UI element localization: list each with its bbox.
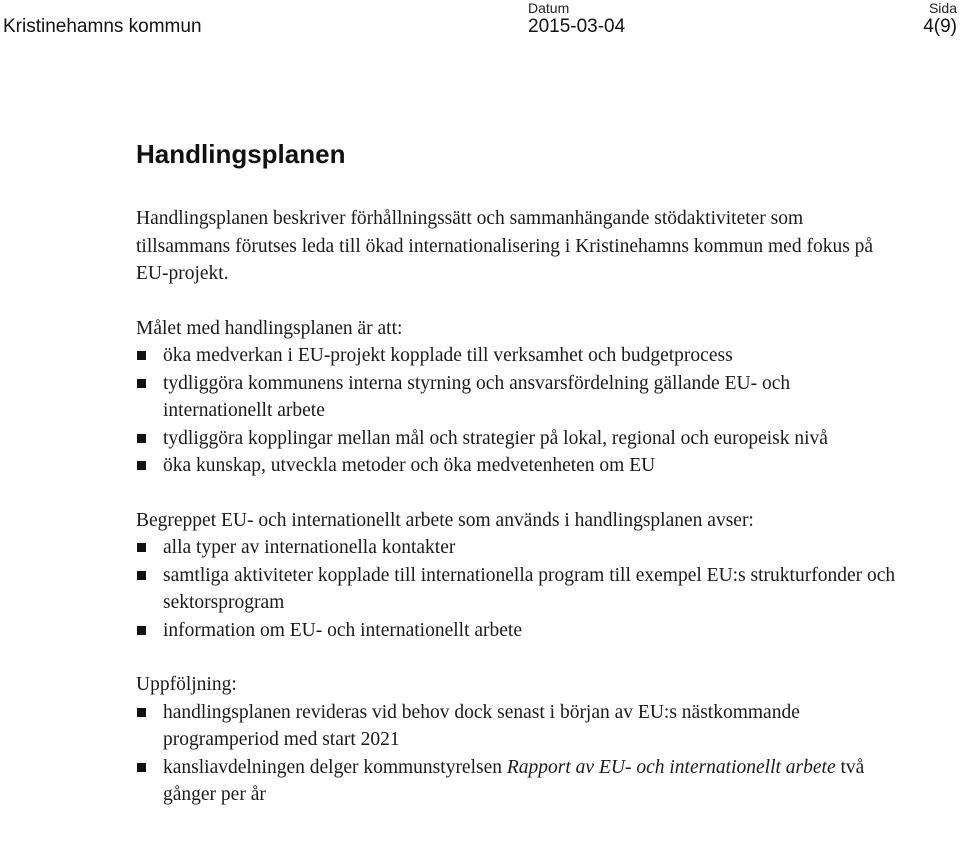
section-title: Handlingsplanen: [136, 139, 346, 169]
list-item: [136, 342, 896, 370]
list-item: [136, 534, 896, 562]
list-item-text: tydliggöra kopplingar mellan mål och strategier på lokal, regional och europeisk nivå: [163, 427, 828, 449]
square-bullet-icon: [137, 543, 146, 552]
list-item-text-prefix: kansliavdelningen delger kommunstyrelsen: [163, 756, 507, 778]
list-item: [136, 754, 896, 809]
header-organization: Kristinehamns kommun: [3, 16, 202, 37]
list-item: [136, 425, 896, 453]
concept-list: [136, 534, 896, 644]
list-item-text: öka kunskap, utveckla metoder och öka medvetenheten om EU: [163, 455, 656, 476]
square-bullet-icon: [137, 763, 146, 772]
list-item-text: tydliggöra kommunens interna styrning och ansvarsfördelning gällande EU- och internationellt arbete: [163, 372, 791, 421]
square-bullet-icon: [137, 379, 146, 388]
header-page-label: Sida: [928, 0, 957, 16]
followup-section: [136, 671, 896, 809]
header-date: 2015-03-04: [528, 16, 626, 37]
list-item: [136, 617, 896, 645]
square-bullet-icon: [137, 434, 146, 443]
header-page-number: 4(9): [923, 16, 957, 37]
list-item: [136, 370, 896, 425]
goals-heading: Målet med handlingsplanen är att:: [136, 317, 403, 339]
goals-list: [136, 342, 896, 480]
square-bullet-icon: [137, 626, 146, 635]
list-item-text: öka medverkan i EU-projekt kopplade till verksamhet och budgetprocess: [163, 345, 733, 366]
list-item-text: information om EU- och internationellt arbete: [163, 619, 523, 641]
intro-paragraph: Handlingsplanen beskriver förhållningssätt och sammanhängande stödaktiviteter som tillsammans förutses leda till ökad internationalisering i Kristinehamns kommun med fokus på EU-projekt.: [136, 208, 874, 284]
header-date-label: Datum: [528, 0, 570, 16]
list-item-text: samtliga aktiviteter kopplade till internationella program till exempel EU:s strukturfonder och sektorsprogram: [163, 564, 896, 613]
concept-heading: Begreppet EU- och internationellt arbete som används i handlingsplanen avser:: [136, 509, 754, 531]
document-body: [136, 205, 896, 809]
square-bullet-icon: [137, 571, 146, 580]
square-bullet-icon: [137, 461, 146, 470]
list-item-text: alla typer av internationella kontakter: [163, 537, 456, 558]
list-item: [136, 699, 896, 754]
square-bullet-icon: [137, 708, 146, 717]
square-bullet-icon: [137, 351, 146, 360]
goals-section: [136, 315, 896, 480]
followup-heading: Uppföljning:: [136, 674, 237, 695]
list-item-text: handlingsplanen revideras vid behov dock senast i början av EU:s nästkommande programperiod med start 2021: [163, 701, 800, 750]
list-item-text-suffix: två gånger per år: [163, 756, 865, 805]
list-item: [136, 562, 896, 617]
concept-section: [136, 507, 896, 645]
followup-list: [136, 699, 896, 809]
list-item: [136, 452, 896, 480]
report-title-emphasis: Rapport av EU- och internationellt arbete: [506, 756, 836, 778]
